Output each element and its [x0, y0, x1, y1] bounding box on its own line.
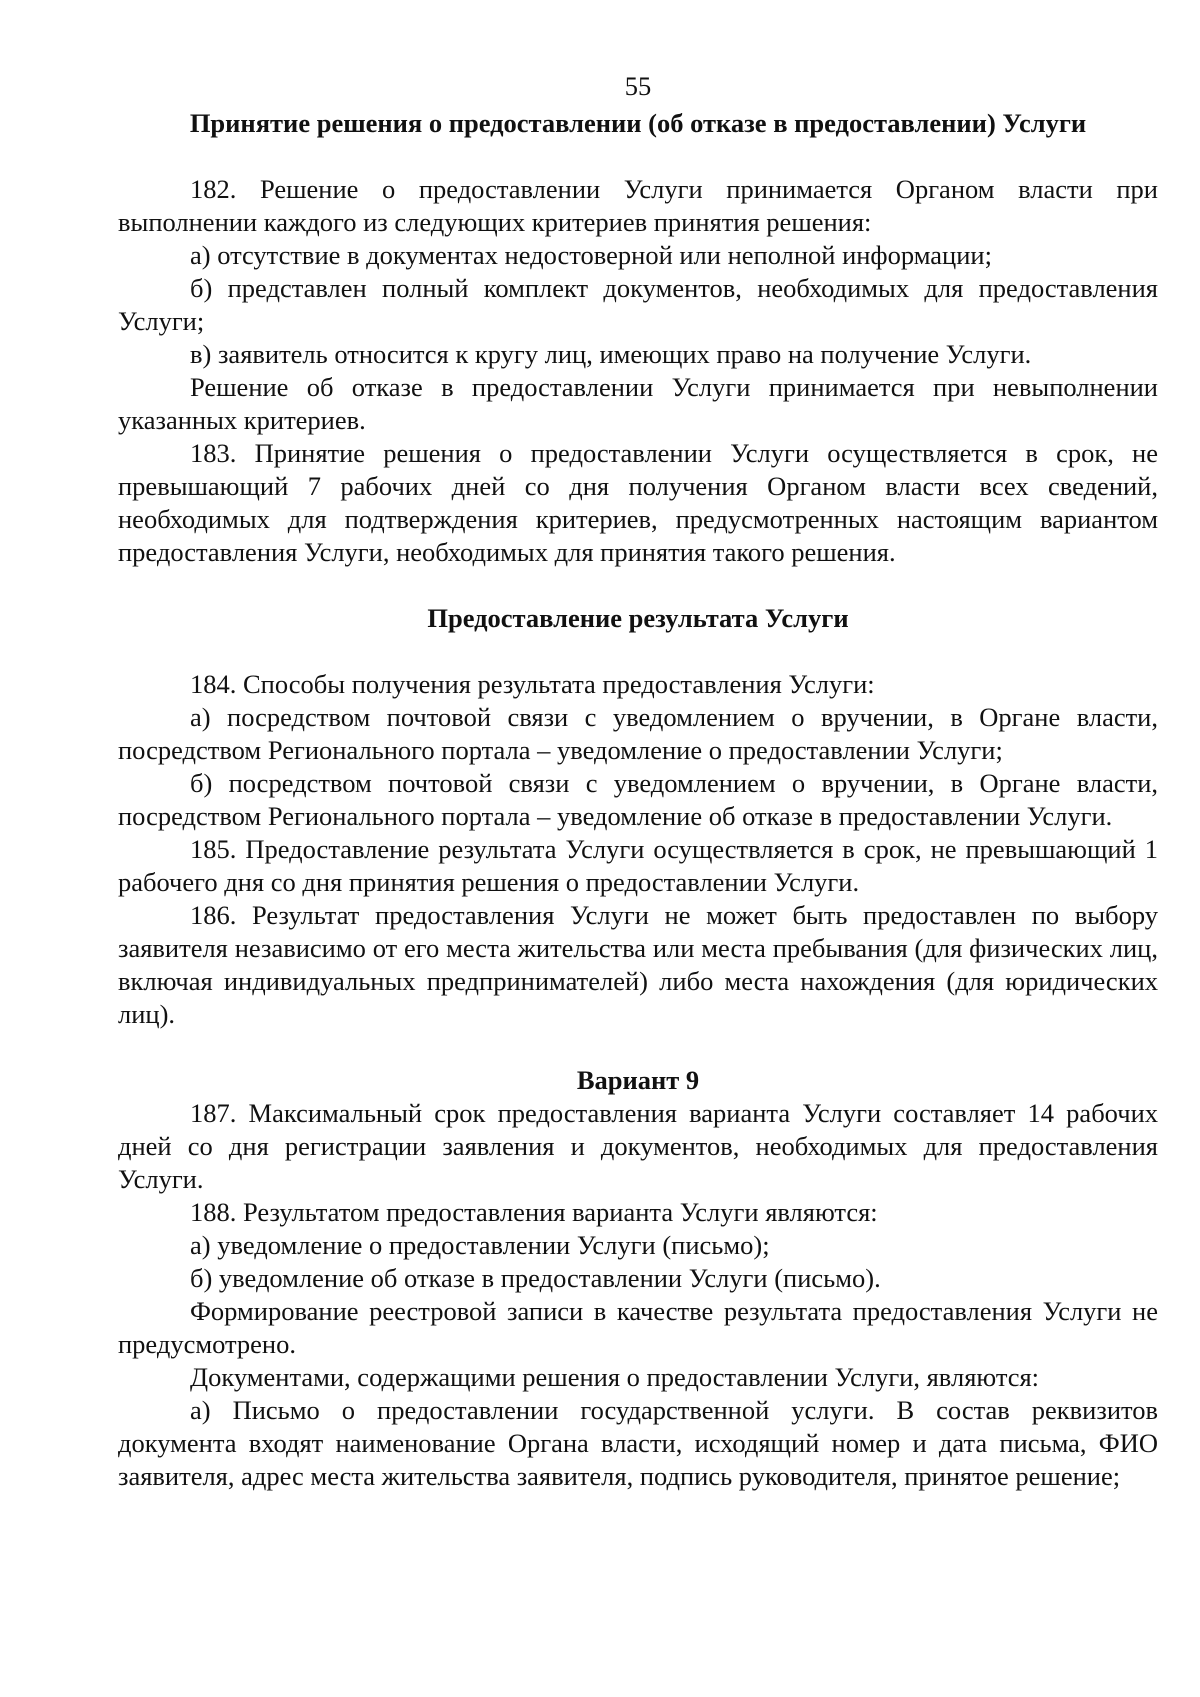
document-page — [118, 70, 1158, 1493]
paragraph-186: 186. Результат предоставления Услуги не может быть предоставлен по выбору заявителя независимо от его места жительства или места пребывания (для физических лиц, включая индивидуальных предпринимателей) либо места нахождения (для юридических лиц). — [118, 900, 1158, 1029]
page-number: 55 — [624, 71, 652, 101]
paragraph-refusal-decision: Решение об отказе в предоставлении Услуги принимается при невыполнении указанных критериев. — [118, 372, 1158, 435]
section-title-decision: Принятие решения о предоставлении (об отказе в предоставлении) Услуги — [189, 108, 1087, 138]
paragraph-decision-documents-a: а) Письмо о предоставлении государственной услуги. В состав реквизитов документа входят наименование Органа власти, исходящий номер и дата письма, ФИО заявителя, адрес места жительства заявителя, подпись руководителя, принятое решение; — [118, 1395, 1158, 1491]
spacer — [118, 569, 1158, 602]
paragraph-184-b: б) посредством почтовой связи с уведомлением о вручении, в Органе власти, посредством Регионального портала – уведомление об отказе в предоставлении Услуги. — [118, 768, 1158, 831]
paragraph-182-a: а) отсутствие в документах недостоверной или неполной информации; — [190, 240, 992, 270]
paragraph-188: 188. Результатом предоставления варианта Услуги являются: — [190, 1197, 878, 1227]
spacer — [118, 635, 1158, 668]
paragraph-188-b: б) уведомление об отказе в предоставлении Услуги (письмо). — [190, 1263, 881, 1293]
paragraph-registry-record: Формирование реестровой записи в качестве результата предоставления Услуги не предусмотрено. — [118, 1296, 1158, 1359]
paragraph-182-v: в) заявитель относится к кругу лиц, имеющих право на получение Услуги. — [190, 339, 1032, 369]
spacer — [118, 1031, 1158, 1064]
paragraph-185: 185. Предоставление результата Услуги осуществляется в срок, не превышающий 1 рабочего дня со дня принятия решения о предоставлении Услуги. — [118, 834, 1158, 897]
paragraph-188-a: а) уведомление о предоставлении Услуги (письмо); — [190, 1230, 770, 1260]
paragraph-182: 182. Решение о предоставлении Услуги принимается Органом власти при выполнении каждого из следующих критериев принятия решения: — [118, 174, 1158, 237]
paragraph-187: 187. Максимальный срок предоставления варианта Услуги составляет 14 рабочих дней со дня регистрации заявления и документов, необходимых для предоставления Услуги. — [118, 1098, 1158, 1194]
section-title-variant-9: Вариант 9 — [576, 1065, 700, 1095]
paragraph-184: 184. Способы получения результата предоставления Услуги: — [190, 669, 875, 699]
paragraph-183: 183. Принятие решения о предоставлении Услуги осуществляется в срок, не превышающий 7 рабочих дней со дня получения Органом власти всех сведений, необходимых для подтверждения критериев, предусмотренных настоящим вариантом предоставления Услуги, необходимых для принятия такого решения. — [118, 438, 1158, 567]
spacer — [118, 140, 1158, 173]
section-title-result: Предоставление результата Услуги — [427, 603, 849, 633]
paragraph-decision-documents: Документами, содержащими решения о предоставлении Услуги, являются: — [190, 1362, 1040, 1392]
paragraph-184-a: а) посредством почтовой связи с уведомлением о вручении, в Органе власти, посредством Регионального портала – уведомление о предоставлении Услуги; — [118, 702, 1158, 765]
paragraph-182-b: б) представлен полный комплект документов, необходимых для предоставления Услуги; — [118, 273, 1158, 336]
